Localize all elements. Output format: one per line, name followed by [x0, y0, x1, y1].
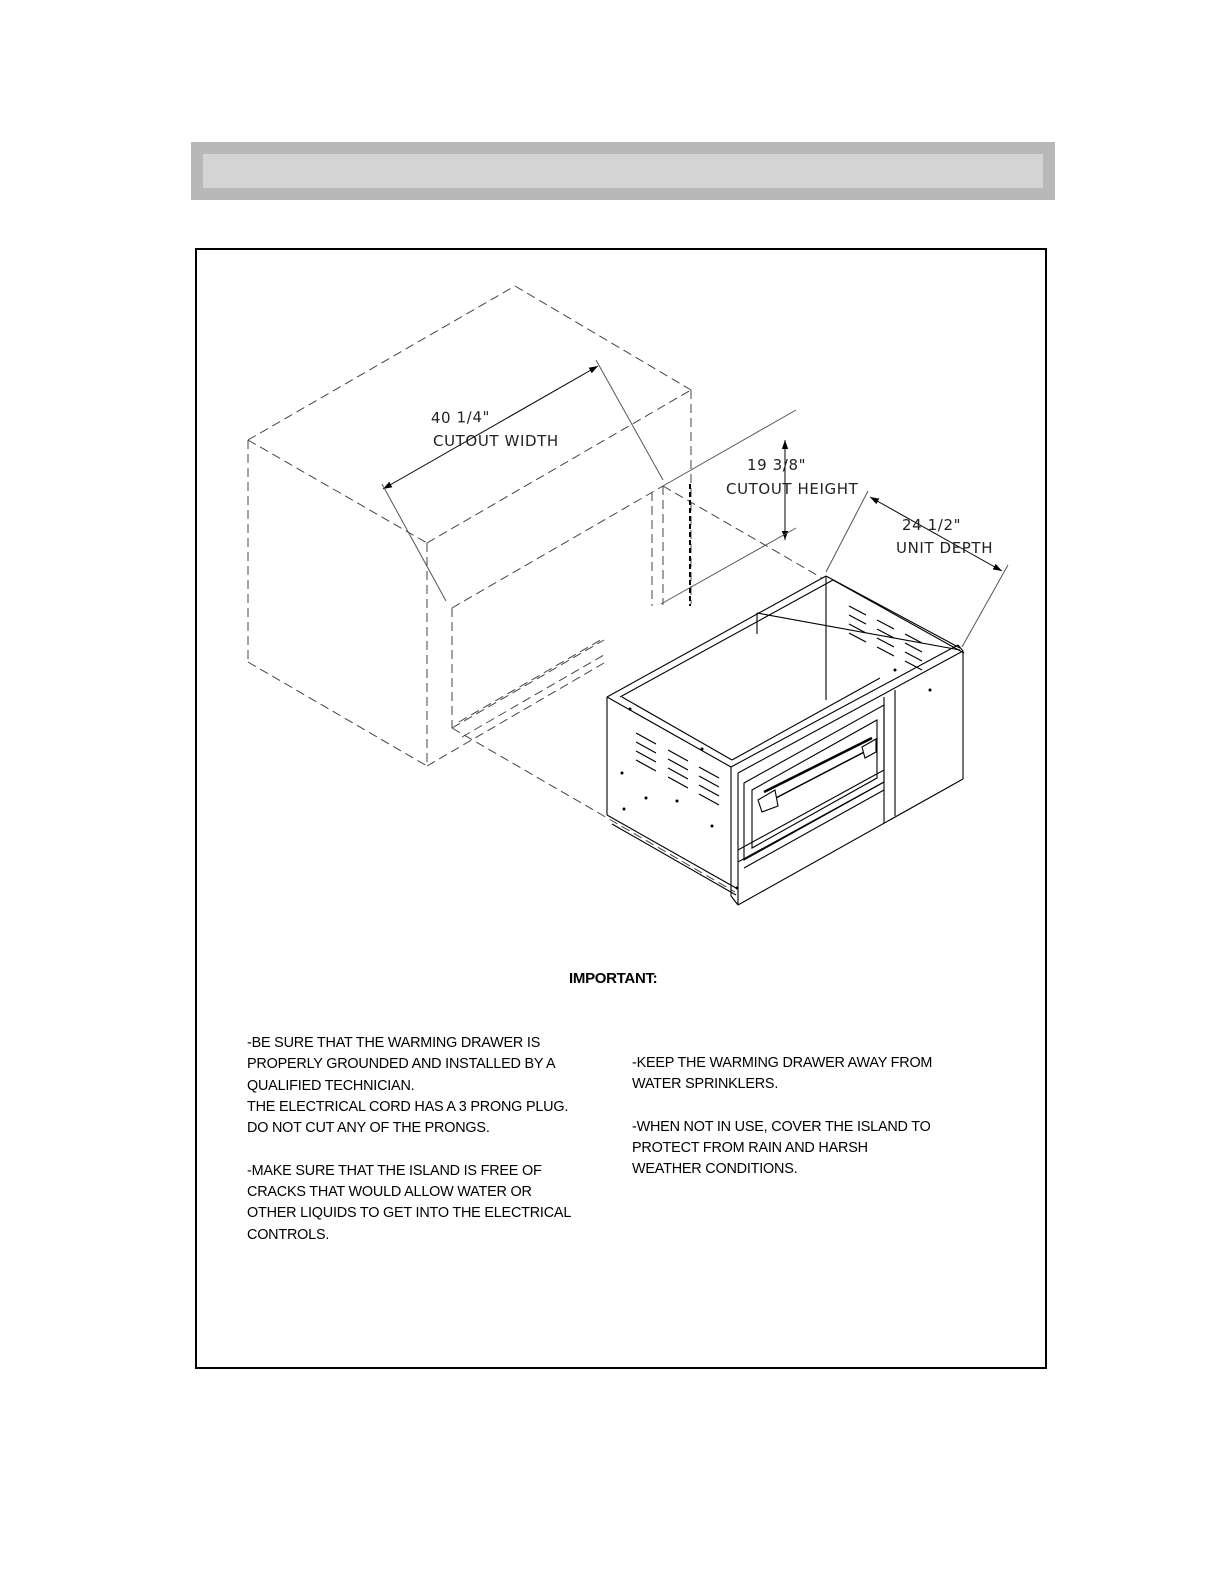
screw-dots	[621, 669, 932, 890]
dimension-lines	[382, 360, 1008, 647]
note-line: WEATHER CONDITIONS.	[632, 1161, 798, 1178]
depth-caption-label: UNIT DEPTH	[896, 539, 994, 557]
note-line: -MAKE SURE THAT THE ISLAND IS FREE OF	[247, 1162, 542, 1179]
note-line: OTHER LIQUIDS TO GET INTO THE ELECTRICAL	[247, 1205, 572, 1222]
important-heading: IMPORTANT:	[569, 970, 658, 987]
width-value-label: 40 1/4"	[430, 407, 491, 427]
note-line: -KEEP THE WARMING DRAWER AWAY FROM	[632, 1055, 933, 1071]
paragraph-gap	[632, 1096, 932, 1117]
notes-right-column	[632, 1053, 932, 1181]
note-line: QUALIFIED TECHNICIAN.	[247, 1077, 415, 1094]
width-caption-label: CUTOUT WIDTH	[433, 432, 559, 450]
height-value-label: 19 3/8"	[747, 456, 807, 474]
dimension-labels	[431, 408, 993, 557]
depth-value-label: 24 1/2"	[902, 516, 962, 534]
note-line: DO NOT CUT ANY OF THE PRONGS.	[247, 1120, 490, 1137]
paragraph-gap	[247, 1139, 571, 1160]
notes-left-column	[247, 1033, 571, 1246]
note-line: PROPERLY GROUNDED AND INSTALLED BY A	[247, 1056, 556, 1073]
note-line: PROTECT FROM RAIN AND HARSH	[632, 1140, 868, 1157]
note-line: WATER SPRINKLERS.	[632, 1076, 779, 1093]
note-line: -BE SURE THAT THE WARMING DRAWER IS	[247, 1035, 541, 1051]
height-caption-label: CUTOUT HEIGHT	[726, 480, 859, 498]
warming-drawer-unit	[607, 576, 964, 905]
note-line: THE ELECTRICAL CORD HAS A 3 PRONG PLUG.	[247, 1098, 569, 1115]
island-cutout-outline	[248, 286, 822, 892]
note-line: CRACKS THAT WOULD ALLOW WATER OR	[247, 1184, 532, 1201]
note-line: CONTROLS.	[247, 1226, 330, 1243]
note-line: -WHEN NOT IN USE, COVER THE ISLAND TO	[632, 1118, 931, 1135]
